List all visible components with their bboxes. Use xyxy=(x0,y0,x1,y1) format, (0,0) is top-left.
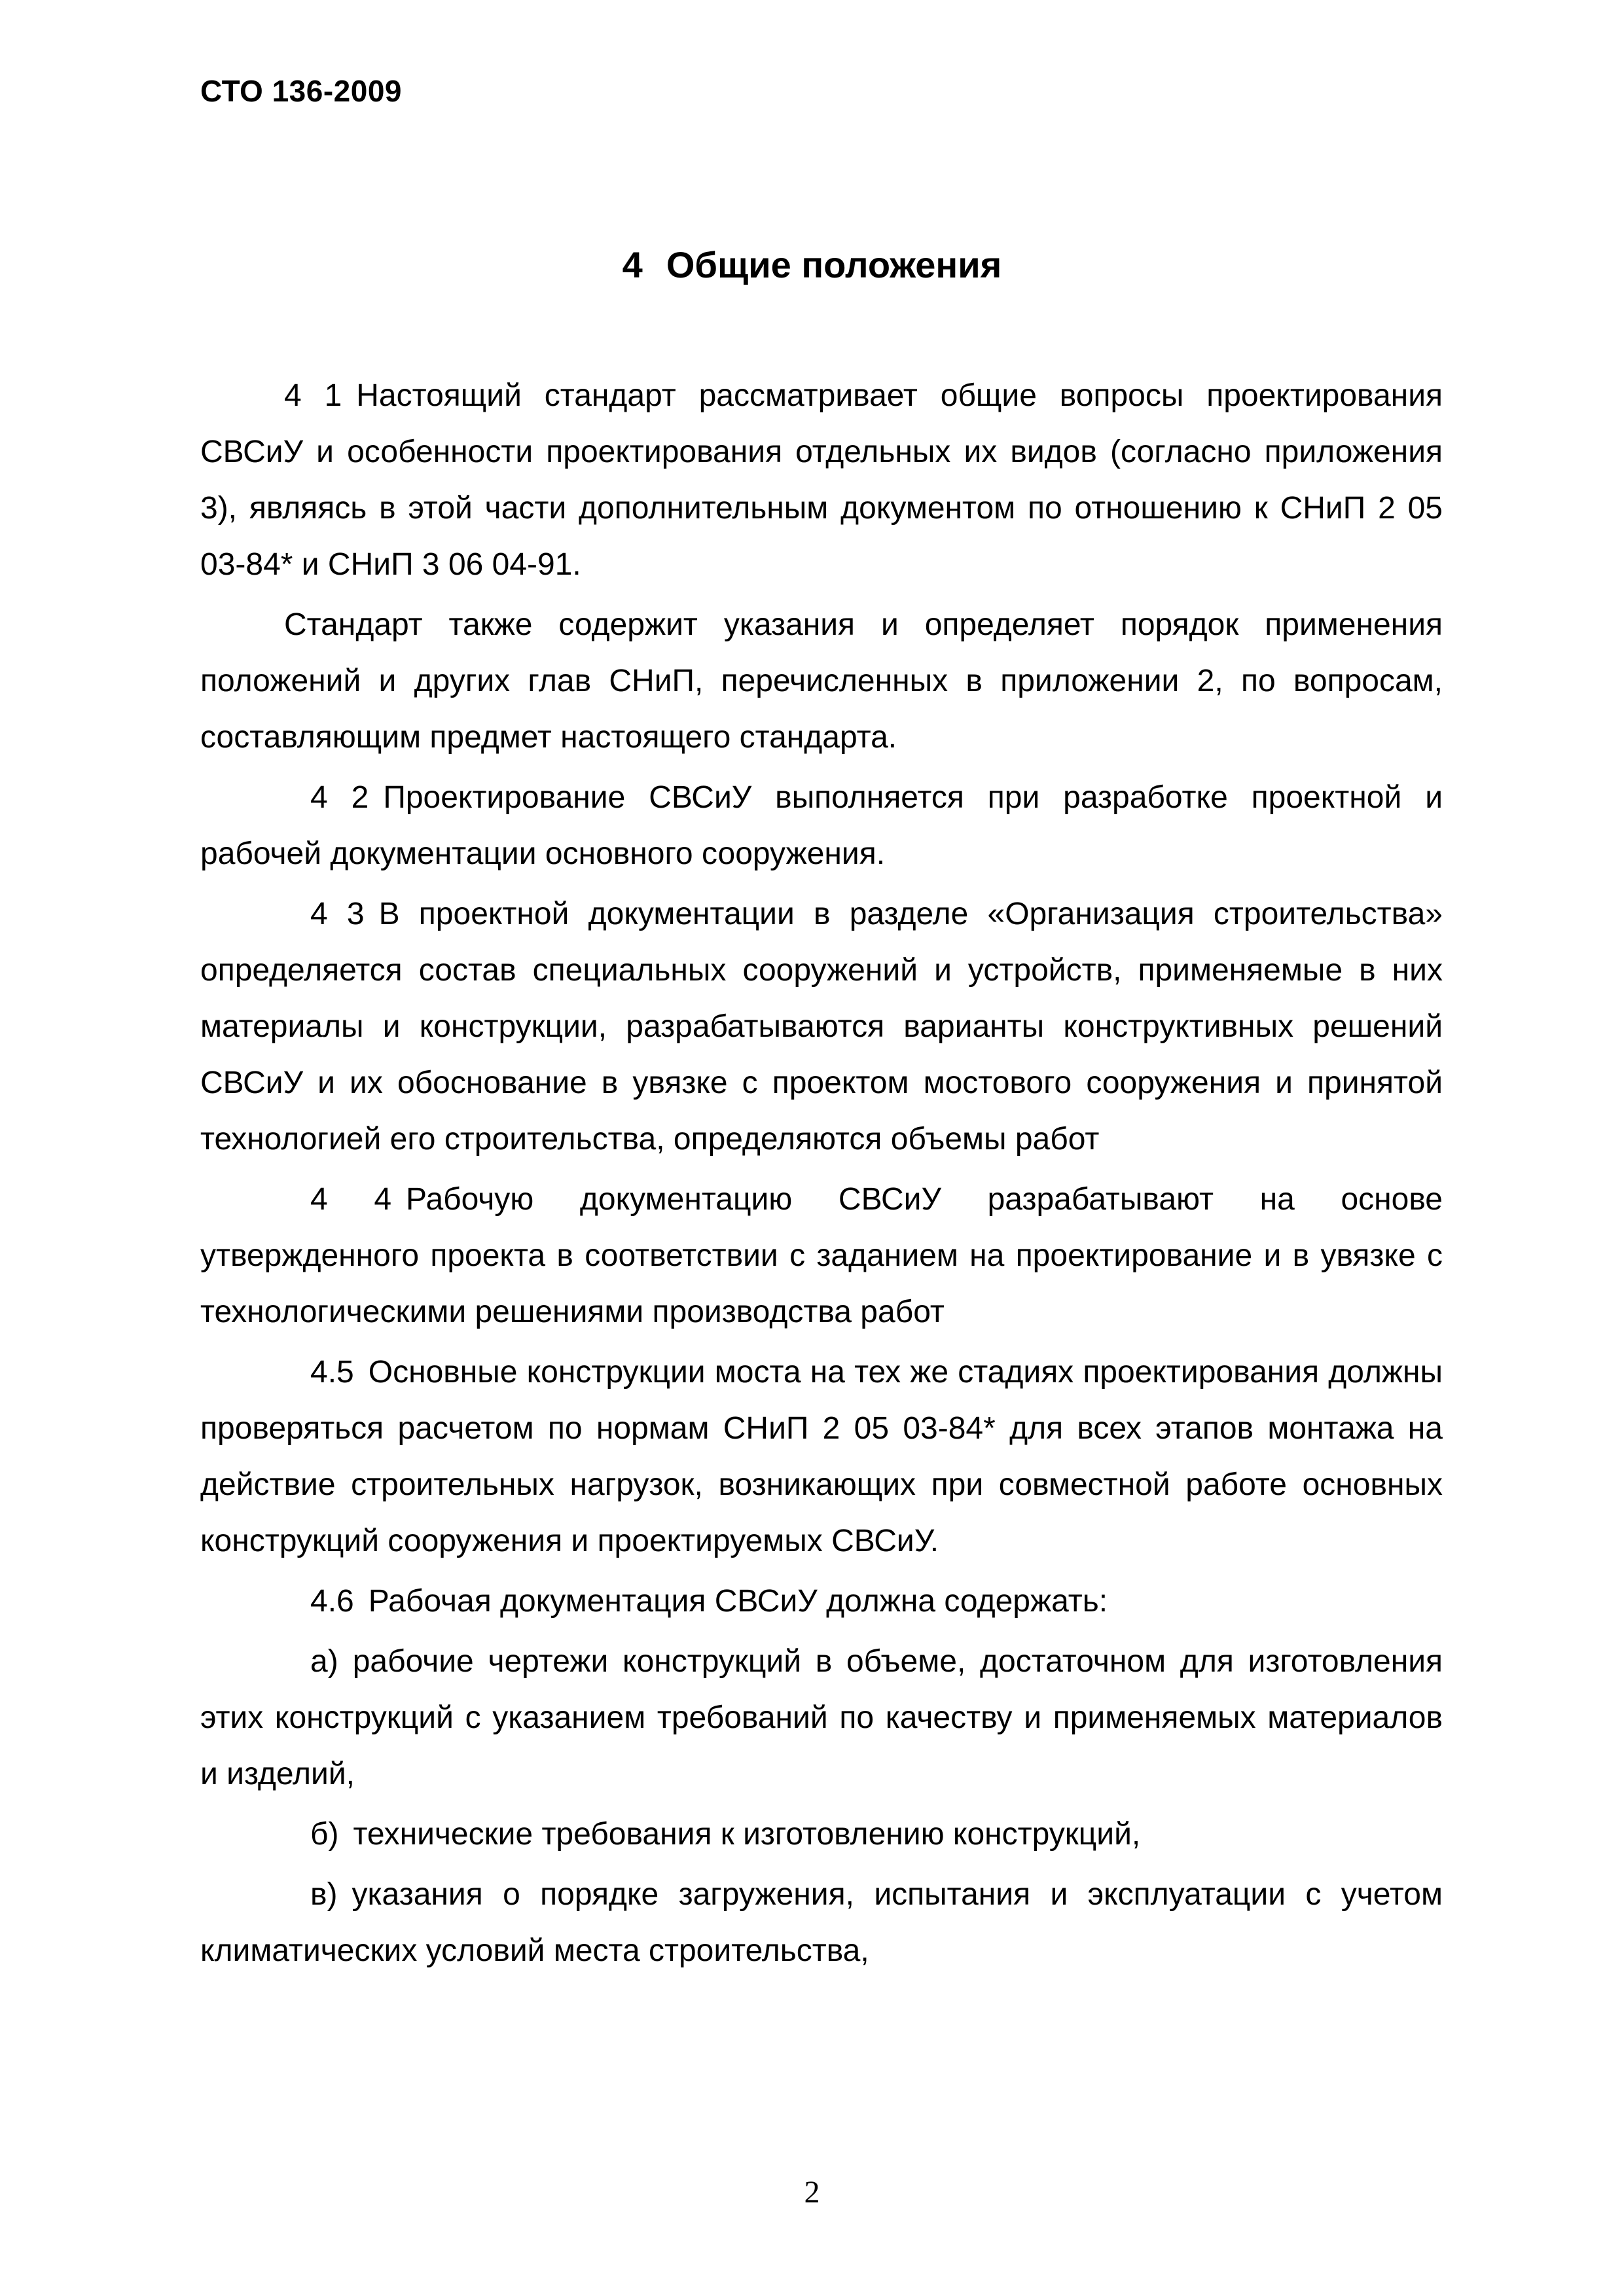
paragraph-text: Стандарт также содержит указания и определяет порядок применения положений и других глав СНиП, перечисленных в приложении 2, по вопросам, составляющим предмет настоящего стандарта. xyxy=(200,607,1443,755)
list-item-b xyxy=(200,1806,1443,1863)
paragraph-number: 4 2 xyxy=(310,780,369,815)
list-marker: а) xyxy=(310,1644,338,1679)
list-item-text: технические требования к изготовлению конструкций, xyxy=(353,1817,1141,1852)
document-body xyxy=(200,368,1443,1983)
paragraph-text: Настоящий стандарт рассматривает общие вопросы проектирования СВСиУ и особенности проектирования отдельных их видов (согласно приложения 3), являясь в этой части дополнительным документом по отношению к СНиП 2 05 03-84* и СНиП 3 06 04-91. xyxy=(200,378,1443,582)
paragraph-4-1-continued xyxy=(200,597,1443,766)
paragraph-text: Рабочую документацию СВСиУ разрабатывают на основе утвержденного проекта в соответствии с заданием на проектирование и в увязке с технологическими решениями производства работ xyxy=(200,1182,1443,1329)
paragraph-text: Проектирование СВСиУ выполняется при разработке проектной и рабочей документации основного сооружения. xyxy=(200,780,1443,871)
list-marker: б) xyxy=(310,1817,339,1852)
paragraph-4-2 xyxy=(200,770,1443,882)
page-number: 2 xyxy=(804,2175,820,2210)
paragraph-number: 4 1 xyxy=(284,378,342,413)
section-title: Общие положения xyxy=(666,244,1002,285)
paragraph-4-3 xyxy=(200,886,1443,1168)
section-heading xyxy=(0,243,1624,286)
paragraph-text: В проектной документации в разделе «Организация строительства» определяется состав специальных сооружений и устройств, применяемые в них материалы и конструкции, разрабатываются варианты конструктивных решений СВСиУ и их обоснование в увязке с проектом мостового сооружения и принятой технологией его строительства, определяются объемы работ xyxy=(200,897,1443,1157)
paragraph-number: 4.5 xyxy=(310,1355,354,1390)
paragraph-number: 4 4 xyxy=(310,1182,392,1217)
paragraph-4-4 xyxy=(200,1172,1443,1340)
paragraph-4-5 xyxy=(200,1344,1443,1570)
list-item-v xyxy=(200,1867,1443,1979)
list-marker: в) xyxy=(310,1877,338,1912)
document-code: СТО 136-2009 xyxy=(200,74,402,108)
paragraph-4-6 xyxy=(200,1573,1443,1630)
section-number: 4 xyxy=(622,244,643,285)
list-item-a xyxy=(200,1634,1443,1803)
paragraph-text: Рабочая документация СВСиУ должна содержать: xyxy=(368,1584,1108,1619)
paragraph-number: 4.6 xyxy=(310,1584,354,1619)
list-item-text: рабочие чертежи конструкций в объеме, достаточном для изготовления этих конструкций с указанием требований по качеству и применяемых материалов и изделий, xyxy=(200,1644,1443,1791)
paragraph-4-1 xyxy=(200,368,1443,593)
paragraph-text: Основные конструкции моста на тех же стадиях проектирования должны проверяться расчетом по нормам СНиП 2 05 03-84* для всех этапов монтажа на действие строительных нагрузок, возникающих при совместной работе основных конструкций сооружения и проектируемых СВСиУ. xyxy=(200,1355,1443,1558)
list-item-text: указания о порядке загружения, испытания и эксплуатации с учетом климатических условий места строительства, xyxy=(200,1877,1443,1968)
paragraph-number: 4 3 xyxy=(310,897,365,931)
